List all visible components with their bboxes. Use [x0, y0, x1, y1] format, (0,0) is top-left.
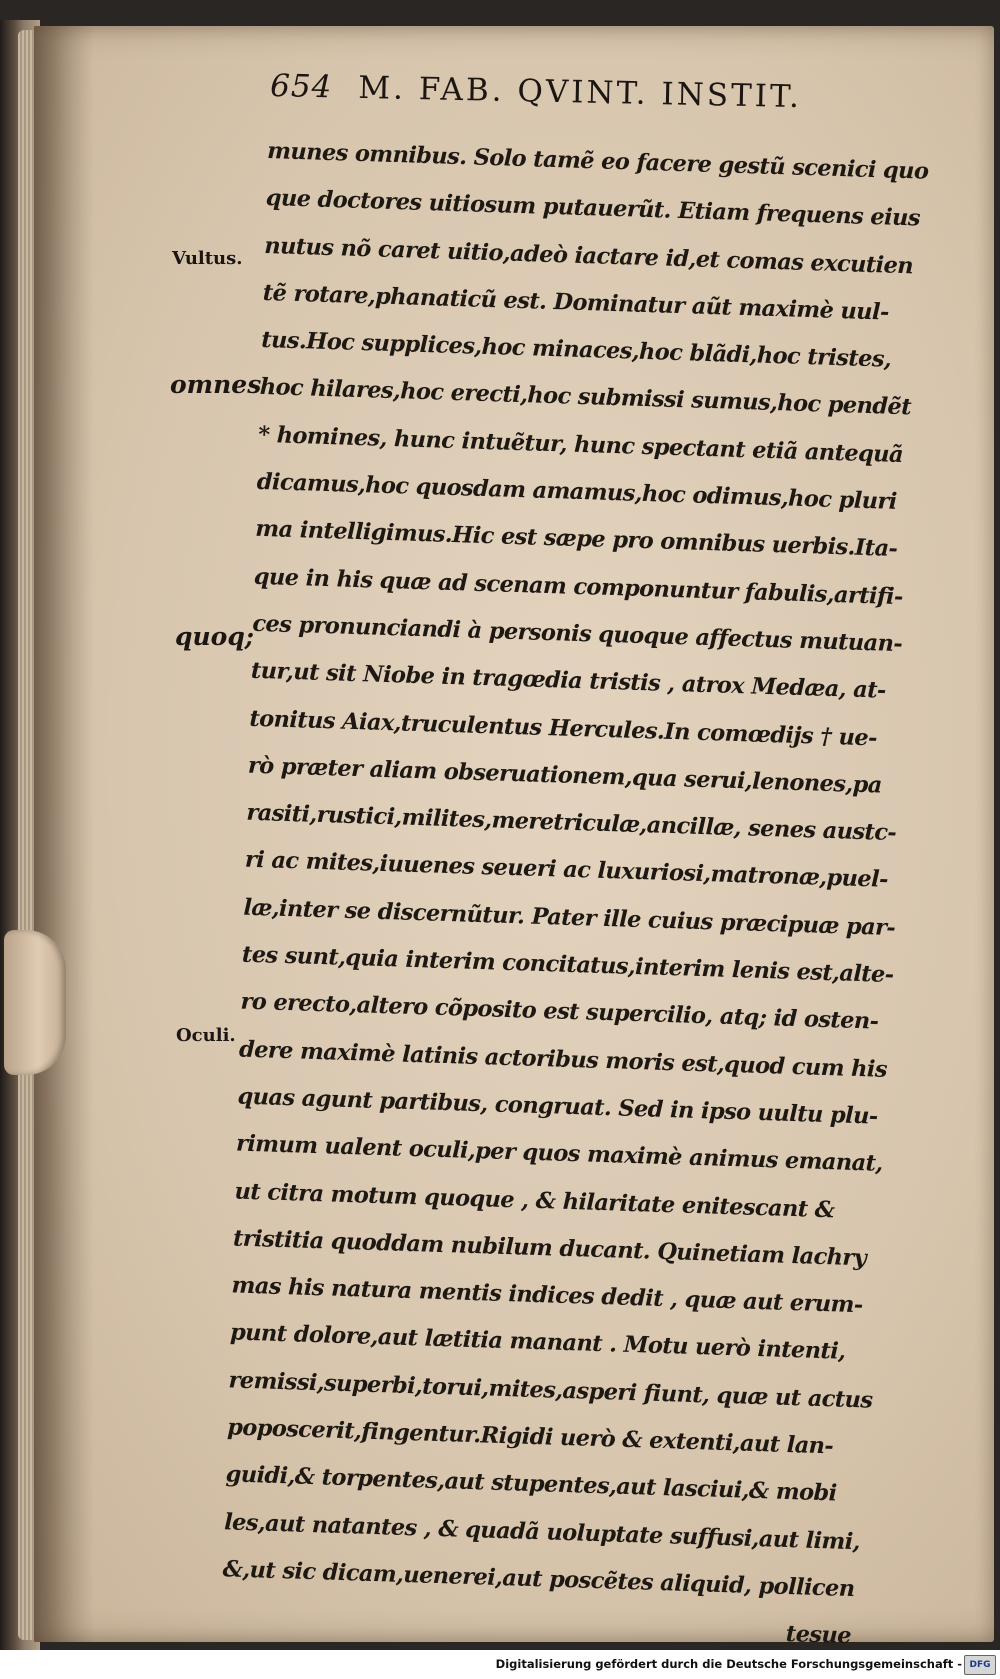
text-line: læ,inter se discernũtur. Pater ille cuius præcipuæ par-	[243, 894, 896, 941]
text-line: tes sunt,quia interim concitatus,interim lenis est,alte-	[241, 941, 894, 989]
funding-credit: Digitalisierung gefördert durch die Deutsche Forschungsgemeinschaft -	[495, 1657, 962, 1671]
text-line: hoc hilares,hoc erecti,hoc submissi sumus,hoc pendẽt	[259, 374, 912, 421]
text-line: * homines, hunc intuẽtur, hunc spectant etiã antequã	[257, 421, 904, 468]
body-text	[220, 128, 929, 1650]
text-line: tẽ rotare,phanaticũ est. Dominatur aũt maximè uul-	[262, 279, 890, 326]
page-number: 654	[269, 68, 333, 106]
text-line: guidi,& torpentes,aut stupentes,aut lasciui,& mobi	[225, 1461, 837, 1507]
text-line: dere maximè latinis actoribus moris est,quod cum his	[238, 1036, 888, 1083]
text-line: que in his quæ ad scenam componuntur fabulis,artifi-	[253, 563, 904, 610]
text-line: tonitus Aiax,truculentus Hercules.In comœdijs † ue-	[249, 705, 878, 751]
gutter-shadow	[34, 26, 94, 1642]
margin-note-quoq: quoq;	[175, 622, 255, 651]
text-line: mas his natura mentis indices dedit , quæ aut erum-	[231, 1272, 863, 1319]
text-line: ri ac mites,iuuenes seueri ac luxuriosi,matronæ,puel-	[244, 847, 889, 894]
text-line: ut citra motum quoque , & hilaritate enitescant &	[234, 1178, 835, 1223]
text-line: rasiti,rustici,milites,meretriculæ,ancillæ, senes austc-	[246, 799, 897, 847]
margin-note-oculi: Oculi.	[176, 1025, 236, 1046]
text-line: rò præter aliam obseruationem,qua serui,lenones,pa	[247, 752, 883, 799]
text-line: ro erecto,altero cõposito est supercilio, atq; id osten-	[240, 988, 879, 1035]
margin-note-omnes: omnes	[170, 370, 262, 399]
text-line: les,aut natantes , & quadã uoluptate suffusi,aut limi,	[223, 1508, 861, 1555]
text-line: nutus nõ caret uitio,adeò iactare id,et comas excutien	[263, 232, 914, 279]
footer-bar	[0, 1650, 1000, 1679]
text-line: munes omnibus. Solo tamẽ eo facere gestũ scenici quo	[266, 137, 929, 185]
text-line: tus.Hoc supplices,hoc minaces,hoc blãdi,hoc tristes,	[260, 327, 892, 373]
catchword: tesue	[785, 1621, 852, 1650]
text-line: rimum ualent oculi,per quos maximè animus emanat,	[235, 1130, 884, 1178]
text-line: poposcerit,fingentur.Rigidi uerò & extenti,aut lan-	[226, 1414, 834, 1460]
text-line: remissi,superbi,torui,mites,asperi fiunt, quæ ut actus	[228, 1367, 873, 1414]
text-line: ces pronunciandi à personis quoque affectus mutuan-	[252, 610, 903, 658]
text-line: &,ut sic dicam,uenerei,aut poscẽtes aliquid, pollicen	[222, 1556, 855, 1603]
dfg-logo-icon: DFG	[964, 1655, 996, 1675]
running-title: M. FAB. QVINT. INSTIT.	[357, 69, 803, 116]
text-line: tristitia quoddam nubilum ducant. Quinetiam lachry	[232, 1225, 867, 1272]
book-clasp	[4, 930, 66, 1075]
text-line: quas agunt partibus, congruat. Sed in ipso uultu plu-	[237, 1083, 878, 1130]
text-line: que doctores uitiosum putauerũt. Etiam frequens eius	[265, 185, 921, 232]
text-line: dicamus,hoc quosdam amamus,hoc odimus,hoc pluri	[256, 468, 898, 516]
text-line: tur,ut sit Niobe in tragœdia tristis , atrox Medæa, at-	[250, 658, 887, 704]
text-line: ma intelligimus.Hic est sæpe pro omnibus uerbis.Ita-	[254, 516, 898, 563]
text-line: punt dolore,aut lætitia manant . Motu uerò intenti,	[229, 1319, 846, 1366]
margin-note-vultus: Vultus.	[172, 248, 243, 269]
